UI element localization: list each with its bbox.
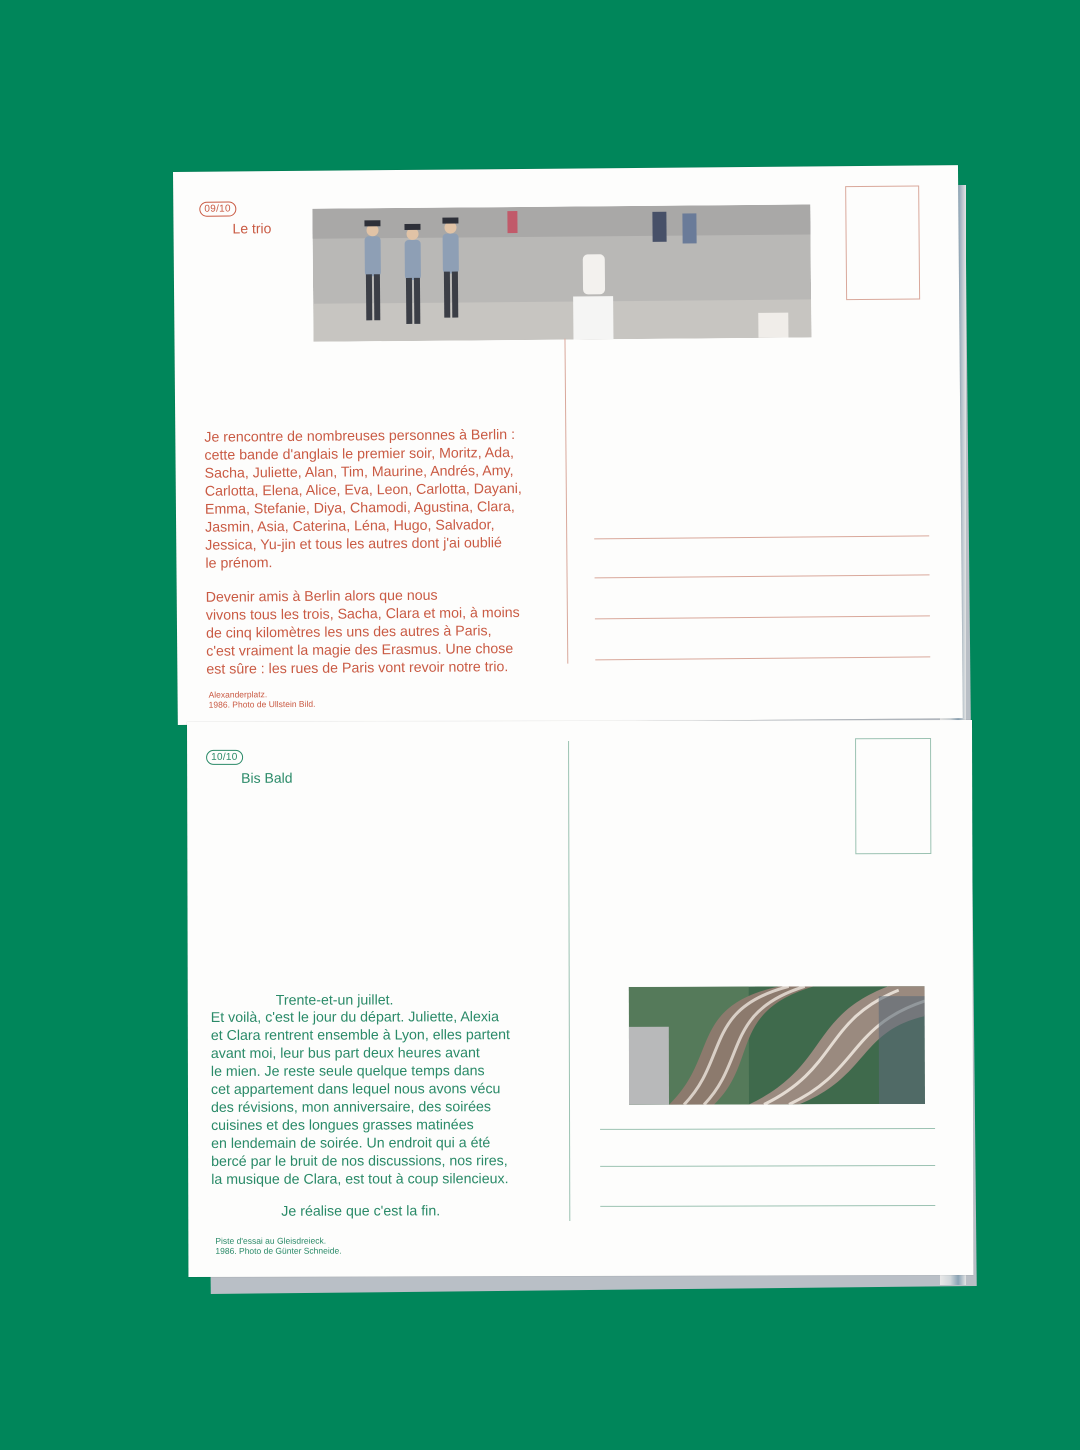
address-line-4 xyxy=(595,656,930,660)
closing-line: Je réalise que c'est la fin. xyxy=(281,1203,441,1220)
card-title: Le trio xyxy=(232,220,272,237)
card-number-badge: 09/10 xyxy=(199,201,236,216)
postcard-10 xyxy=(187,720,973,1277)
card-body-paragraph: Et voilà, c'est le jour du départ. Juliette, Alexia et Clara rentrent ensemble à Lyon, elles partent avant moi, leur bus part deux heures avant le mien. Je reste seule quelque temps dans cet appartement dans lequel nous avons vécu des révisions, mon anniversaire, des soirées cuisines et des longues grasses matinées en lendemain de soirée. Un endroit qui a été bercé par le bruit de nos discussions, nos rires, la musique de Clara, est tout à coup silencieux. xyxy=(210,1009,511,1188)
address-line-2 xyxy=(595,574,930,578)
card-body-paragraph-1: Je rencontre de nombreuses personnes à Berlin : cette bande d'anglais le premier soir, Moritz, Ada, Sacha, Juliette, Alan, Tim, Maurine, Andrés, Amy, Carlotta, Elena, Alice, Eva, Leon, Carlotta, Dayani, Emma, Stefanie, Diya, Chamodi, Agustina, Clara, Jasmin, Asia, Caterina, Léna, Hugo, Salvador, Jessica, Yu-jin et tous les autres dont j'ai oublié le prénom. xyxy=(204,427,522,572)
railway-track-photo xyxy=(629,986,925,1105)
date-line: Trente-et-un juillet. xyxy=(275,992,394,1009)
stamp-box xyxy=(845,185,920,300)
card-body-paragraph-2: Devenir amis à Berlin alors que nous vivons tous les trois, Sacha, Clara et moi, à moins de cinq kilomètres les uns des autres à Paris, c'est vraiment la magie des Erasmus. Une chose est sûre : les rues de Paris vont revoir notre trio. xyxy=(205,587,520,678)
center-divider xyxy=(568,741,570,1221)
stamp-box xyxy=(855,738,931,854)
card-number-badge: 10/10 xyxy=(206,750,243,765)
address-line-1 xyxy=(600,1128,935,1130)
postcard-09 xyxy=(173,165,963,725)
address-line-1 xyxy=(594,535,929,539)
street-police-photo xyxy=(312,204,811,341)
center-divider xyxy=(564,339,568,664)
photo-caption: Piste d'essai au Gleisdreieck. 1986. Photo de Günter Schneide. xyxy=(215,1235,342,1256)
photo-caption: Alexanderplatz. 1986. Photo de Ullstein Bild. xyxy=(208,689,316,710)
address-line-3 xyxy=(600,1205,935,1207)
address-line-2 xyxy=(600,1165,935,1167)
address-line-3 xyxy=(595,615,930,619)
card-title: Bis Bald xyxy=(241,769,293,786)
